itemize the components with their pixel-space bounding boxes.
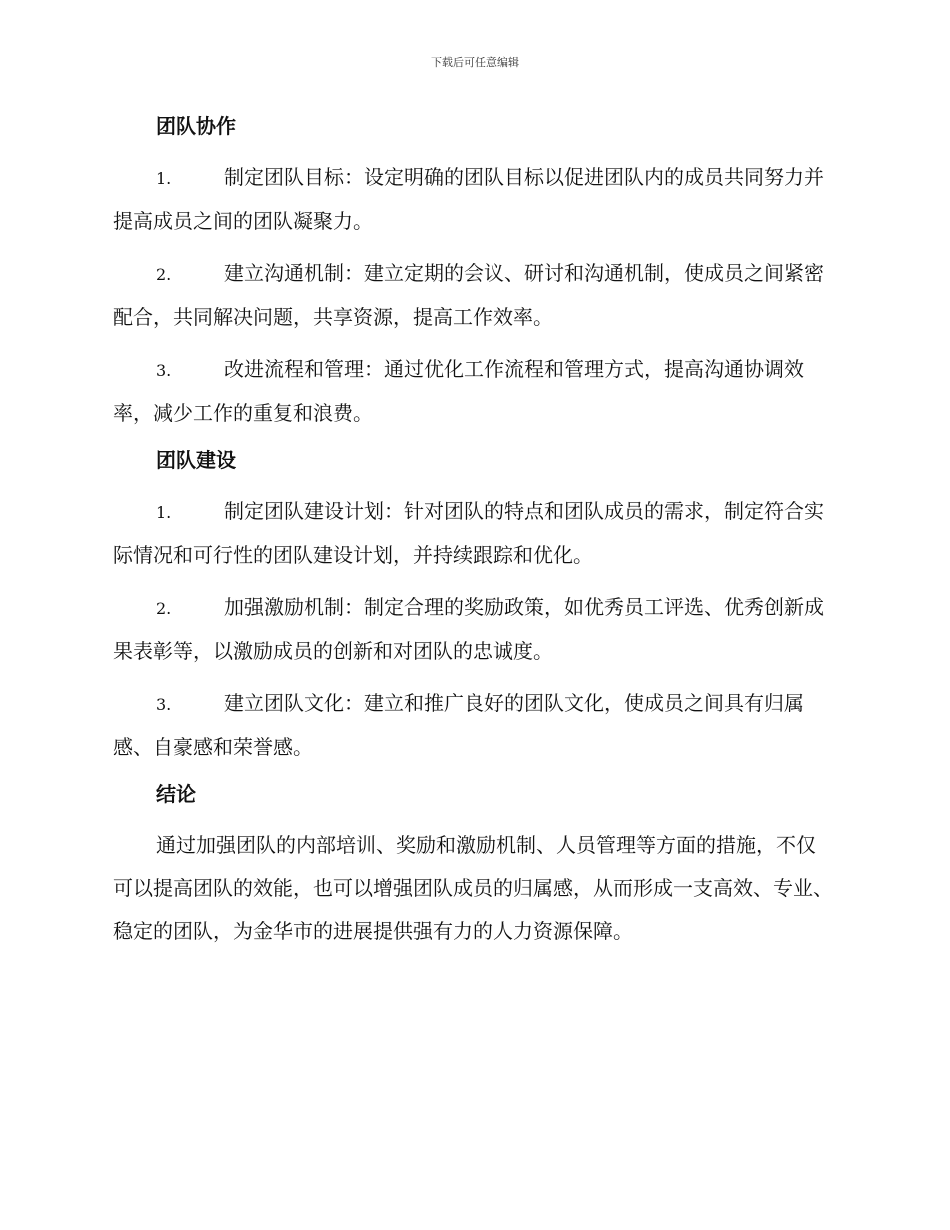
section-heading: 结论 <box>156 782 196 806</box>
list-item <box>113 490 833 577</box>
list-item <box>113 682 833 769</box>
section-heading: 团队协作 <box>156 114 236 138</box>
section-teamwork <box>113 110 833 435</box>
section-heading: 团队建设 <box>156 448 236 472</box>
document-body <box>113 110 833 953</box>
section-team-building <box>113 444 833 769</box>
list-item-number: 2. <box>156 599 172 618</box>
list-item-text: 制定团队目标：设定明确的团队目标以促进团队内的成员共同努力并提高成员之间的团队凝聚力。 <box>113 165 824 233</box>
list-item-text: 建立沟通机制：建立定期的会议、研讨和沟通机制，使成员之间紧密配合，共同解决问题，共享资源，提高工作效率。 <box>113 261 824 329</box>
list-item-text: 加强激励机制：制定合理的奖励政策，如优秀员工评选、优秀创新成果表彰等，以激励成员的创新和对团队的忠诚度。 <box>113 595 824 663</box>
list-item-number: 3. <box>156 695 172 714</box>
list-item-number: 1. <box>156 169 172 188</box>
list-item <box>113 586 833 673</box>
list-item <box>113 156 833 243</box>
list-item-text: 建立团队文化：建立和推广良好的团队文化，使成员之间具有归属感、自豪感和荣誉感。 <box>113 691 804 759</box>
list-item-number: 2. <box>156 265 172 284</box>
list-item-number: 1. <box>156 503 172 522</box>
list-item-text: 改进流程和管理：通过优化工作流程和管理方式，提高沟通协调效率，减少工作的重复和浪费。 <box>113 357 804 425</box>
list-item-text: 制定团队建设计划：针对团队的特点和团队成员的需求，制定符合实际情况和可行性的团队建设计划，并持续跟踪和优化。 <box>113 499 824 567</box>
list-item <box>113 348 833 435</box>
conclusion-paragraph: 通过加强团队的内部培训、奖励和激励机制、人员管理等方面的措施，不仅可以提高团队的效能，也可以增强团队成员的归属感，从而形成一支高效、专业、稳定的团队，为金华市的进展提供强有力的人力资源保障。 <box>113 833 833 943</box>
list-item <box>113 252 833 339</box>
list-item-number: 3. <box>156 361 172 380</box>
section-conclusion <box>113 778 833 953</box>
page-header: 下载后可任意编辑 <box>431 56 519 69</box>
